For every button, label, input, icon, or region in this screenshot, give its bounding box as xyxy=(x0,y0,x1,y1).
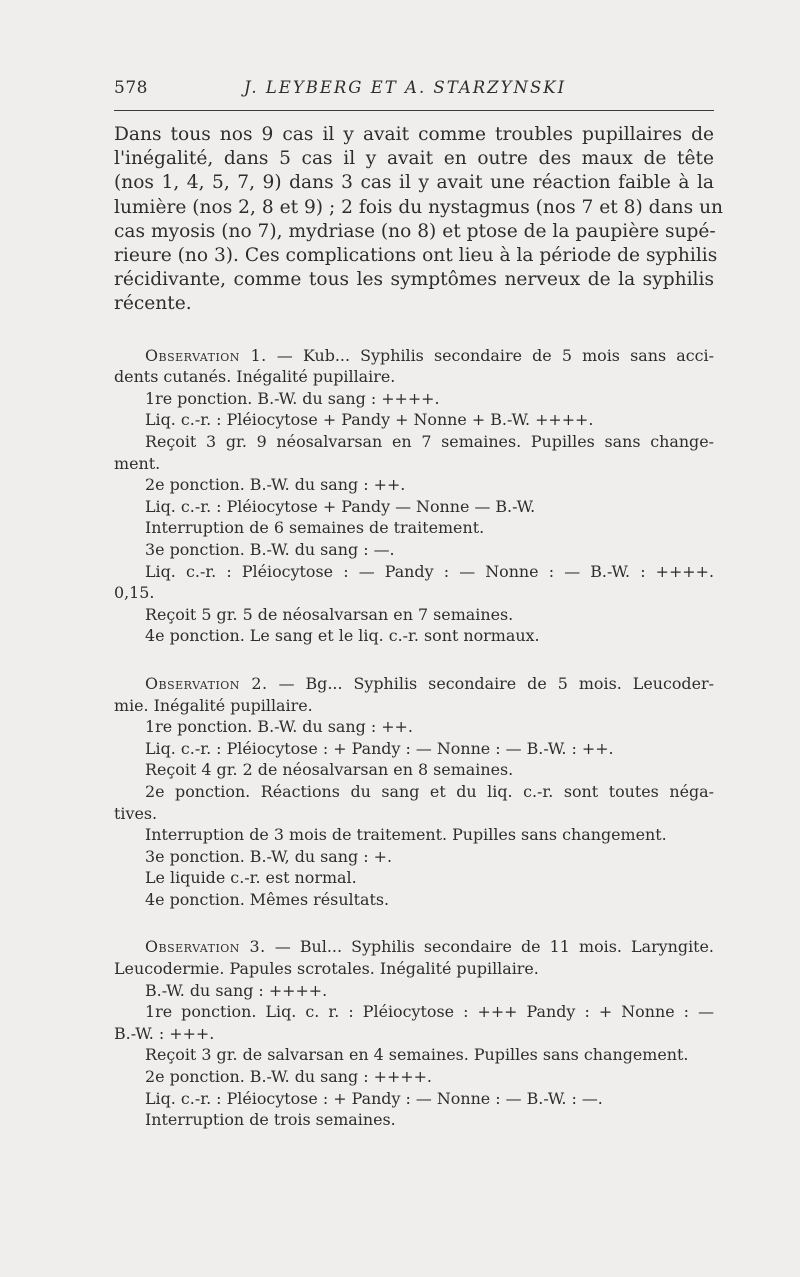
intro-line: lumière (nos 2, 8 et 9) ; 2 fois du nystagmus (nos 7 et 8) dans un xyxy=(114,196,724,218)
intro-line: récente. xyxy=(114,293,192,315)
observation-text: Reçoit 5 gr. 5 de néosalvarsan en 7 semaines. xyxy=(145,604,514,624)
observation-label: Observation 3. xyxy=(145,937,266,957)
observation-line xyxy=(114,1109,714,1131)
observation-text: Liq. c.-r. : Pléiocytose : + Pandy : — Nonne : — B.-W. : ++. xyxy=(145,738,614,758)
observation-line xyxy=(114,695,714,717)
observation-text: B.-W. : +++. xyxy=(114,1023,215,1043)
intro-line: récidivante, comme tous les symptômes nerveux de la syphilis xyxy=(114,269,714,291)
observation-line xyxy=(114,474,714,496)
observation-line xyxy=(114,716,714,738)
intro-paragraph xyxy=(114,123,724,317)
observation-text: 0,15. xyxy=(114,583,155,603)
observation-line xyxy=(114,889,714,911)
observation-text: 2e ponction. Réactions du sang et du liq. c.-r. sont toutes néga- xyxy=(145,781,714,801)
observation-line xyxy=(114,1088,714,1110)
intro-line: (nos 1, 4, 5, 7, 9) dans 3 cas il y avait une réaction faible à la xyxy=(114,172,714,194)
observation-text: Interruption de trois semaines. xyxy=(145,1110,396,1130)
observation-line xyxy=(114,824,714,846)
observation-line xyxy=(114,1044,714,1066)
observation-block xyxy=(114,936,714,1130)
observations xyxy=(114,345,714,1131)
observation-block xyxy=(114,673,714,911)
observation-text: — Bul... Syphilis secondaire de 11 mois. Laryngite. xyxy=(274,937,714,957)
observation-text: Leucodermie. Papules scrotales. Inégalité pupillaire. xyxy=(114,959,539,979)
observation-text: Liq. c.-r. : Pléiocytose : + Pandy : — Nonne : — B.-W. : —. xyxy=(145,1088,603,1108)
page-header xyxy=(114,78,714,111)
observation-line xyxy=(114,781,714,803)
observation-line xyxy=(114,1001,714,1023)
intro-line: l'inégalité, dans 5 cas il y avait en outre des maux de tête xyxy=(114,148,714,170)
observation-text: Interruption de 3 mois de traitement. Pupilles sans changement. xyxy=(145,825,667,845)
observation-line xyxy=(114,388,714,410)
observation-line xyxy=(114,431,714,453)
observation-text: tives. xyxy=(114,803,158,823)
observation-text: Reçoit 3 gr. de salvarsan en 4 semaines. Pupilles sans changement. xyxy=(145,1045,689,1065)
intro-line: rieure (no 3). Ces complications ont lieu à la période de syphilis xyxy=(114,245,718,267)
observation-line xyxy=(114,980,714,1002)
page-number: 578 xyxy=(114,78,148,98)
observation-text: Reçoit 3 gr. 9 néosalvarsan en 7 semaines. Pupilles sans change- xyxy=(145,432,714,451)
observation-line xyxy=(114,936,714,958)
observation-line xyxy=(114,738,714,760)
observation-line xyxy=(114,539,714,561)
observation-line xyxy=(114,517,714,539)
observation-text: Liq. c.-r. : Pléiocytose : — Pandy : — Nonne : — B.-W. : ++++. xyxy=(145,561,714,581)
observation-text: — Bg... Syphilis secondaire de 5 mois. Leucoder- xyxy=(278,673,714,693)
observation-line xyxy=(114,759,714,781)
observation-text: Liq. c.-r. : Pléiocytose + Pandy — Nonne — B.-W. xyxy=(145,496,536,516)
observation-line xyxy=(114,846,714,868)
observation-text: B.-W. du sang : ++++. xyxy=(145,980,328,1000)
observation-line xyxy=(114,409,714,431)
observation-line xyxy=(114,604,714,626)
observation-text: Le liquide c.-r. est normal. xyxy=(145,868,357,888)
intro-line: Dans tous nos 9 cas il y avait comme troubles pupillaires de xyxy=(114,124,714,145)
observation-line xyxy=(114,496,714,518)
observation-text: 1re ponction. Liq. c. r. : Pléiocytose : +++ Pandy : + Nonne : — xyxy=(145,1002,714,1022)
observation-text: 3e ponction. B.-W, du sang : +. xyxy=(145,846,393,866)
observation-text: Liq. c.-r. : Pléiocytose + Pandy + Nonne + B.-W. ++++. xyxy=(145,410,594,430)
observation-text: dents cutanés. Inégalité pupillaire. xyxy=(114,367,396,387)
page xyxy=(114,78,724,1131)
running-head: J. LEYBERG ET A. STARZYNSKI xyxy=(244,78,567,97)
observation-line xyxy=(114,1023,714,1045)
observation-text: 1re ponction. B.-W. du sang : ++. xyxy=(145,717,413,737)
observation-text: 4e ponction. Le sang et le liq. c.-r. sont normaux. xyxy=(145,626,540,646)
observation-line xyxy=(114,345,714,367)
observation-line xyxy=(114,673,714,695)
observation-line xyxy=(114,1066,714,1088)
observation-line xyxy=(114,867,714,889)
observation-text: — Kub... Syphilis secondaire de 5 mois sans acci- xyxy=(276,345,714,365)
observation-block xyxy=(114,345,714,647)
observation-line xyxy=(114,453,714,475)
observation-text: ment. xyxy=(114,453,161,473)
observation-text: 3e ponction. B.-W. du sang : —. xyxy=(145,539,395,559)
observation-text: mie. Inégalité pupillaire. xyxy=(114,695,313,715)
observation-line xyxy=(114,582,714,604)
observation-text: Reçoit 4 gr. 2 de néosalvarsan en 8 semaines. xyxy=(145,760,514,780)
observation-text: 4e ponction. Mêmes résultats. xyxy=(145,889,390,909)
intro-line: cas myosis (no 7), mydriase (no 8) et ptose de la paupière supé- xyxy=(114,220,716,242)
observation-line xyxy=(114,803,714,825)
observation-line xyxy=(114,625,714,647)
observation-line xyxy=(114,561,714,583)
observation-text: 2e ponction. B.-W. du sang : ++. xyxy=(145,475,406,495)
observation-label: Observation 2. xyxy=(145,673,268,693)
observation-text: 2e ponction. B.-W. du sang : ++++. xyxy=(145,1067,432,1087)
observation-label: Observation 1. xyxy=(145,345,267,365)
observation-line xyxy=(114,366,714,388)
observation-line xyxy=(114,958,714,980)
observation-text: 1re ponction. B.-W. du sang : ++++. xyxy=(145,388,440,408)
observation-text: Interruption de 6 semaines de traitement. xyxy=(145,518,485,538)
